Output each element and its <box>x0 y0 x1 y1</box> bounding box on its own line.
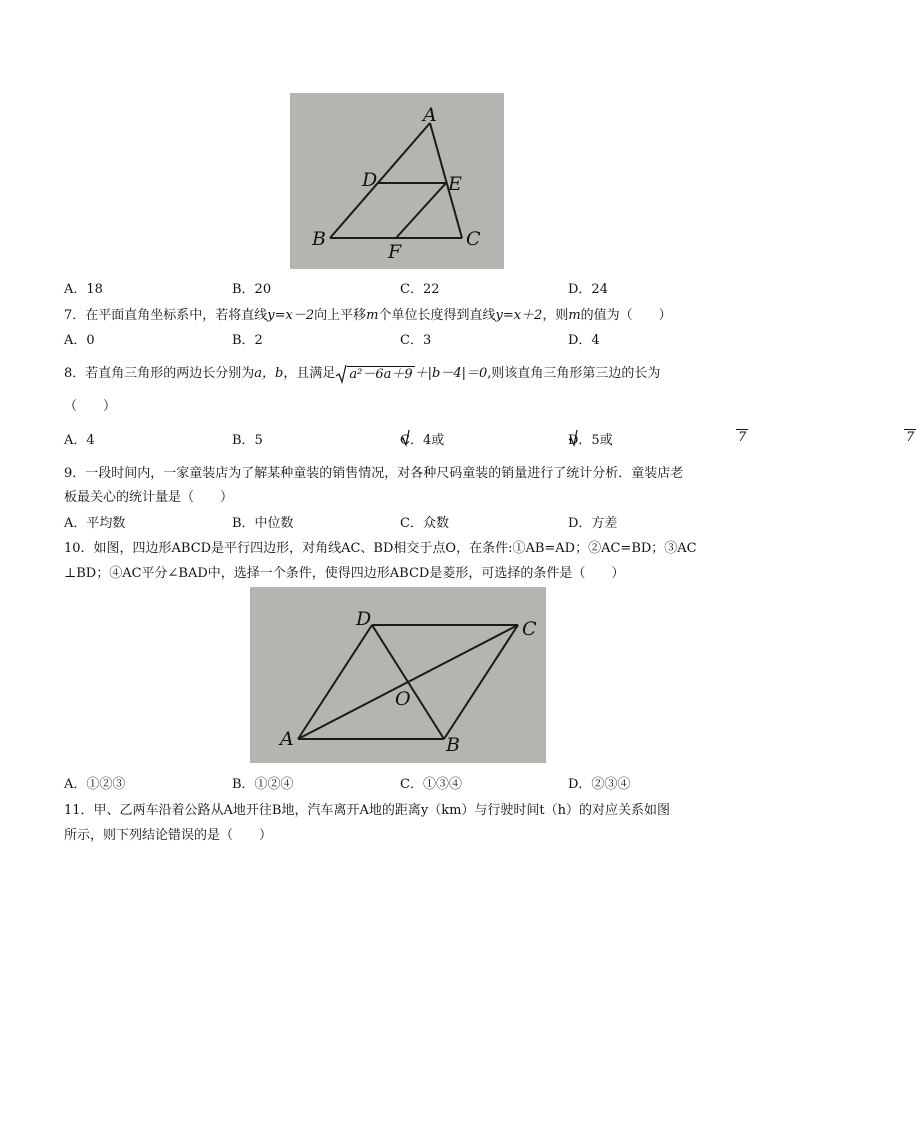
q8-stem <box>64 362 660 384</box>
q10-option-c[interactable]: C．①③④ <box>400 777 462 792</box>
q8-abs-part: ＋|b－4|＝0 <box>414 366 488 381</box>
parallelogram-diagram <box>250 587 546 763</box>
label-d: D <box>362 169 378 191</box>
q7-option-b[interactable]: B．2 <box>232 333 263 348</box>
side-ad <box>298 625 372 739</box>
q10-option-b[interactable]: B．①②④ <box>232 777 294 792</box>
q6-option-b[interactable]: B．20 <box>232 282 272 297</box>
q8-text-a: 8．若直角三角形的两边长分别为 <box>64 366 255 381</box>
q7-var-m2: m <box>568 308 581 323</box>
q9-option-c[interactable]: C．众数 <box>400 516 449 531</box>
radical-sign-icon <box>335 364 347 384</box>
q7-option-d[interactable]: D．4 <box>568 333 600 348</box>
label-b: B <box>446 734 460 756</box>
q6-option-d[interactable]: D．24 <box>568 282 608 297</box>
q8-option-d-radicand: 7 <box>906 430 915 445</box>
q10-options <box>64 773 744 793</box>
diagonal-bd <box>372 625 444 739</box>
q8-radicand: a²－6a＋9 <box>349 366 413 382</box>
label-f: F <box>388 241 402 263</box>
q6-option-c[interactable]: C．22 <box>400 282 440 297</box>
label-a: A <box>423 104 437 126</box>
triangle-diagram <box>290 93 504 269</box>
q7-stem <box>64 304 672 323</box>
q7-options <box>64 329 744 349</box>
q8-radical <box>335 363 414 385</box>
q8-text-c: ,则该直角三角形第三边的长为 <box>487 366 661 381</box>
q9-options <box>64 512 744 532</box>
q7-option-c[interactable]: C．3 <box>400 333 432 348</box>
q6-option-a[interactable]: A．18 <box>64 282 103 297</box>
label-o: O <box>395 688 411 710</box>
q8-option-d-text: D．5或 <box>568 433 613 448</box>
q10-option-d[interactable]: D．②③④ <box>568 777 631 792</box>
q7-text-e: 的值为（ ） <box>580 308 672 323</box>
q10-line-2: ⊥BD；④AC平分∠BAD中，选择一个条件，使得四边形ABCD是菱形，可选择的条件是（ ） <box>64 566 625 581</box>
q7-text-a: 7．在平面直角坐标系中，若将直线 <box>64 308 268 323</box>
q8-vars: a，b <box>254 366 284 381</box>
q8-option-c-text: C．4或 <box>400 433 445 448</box>
segment-ef <box>396 183 446 238</box>
q7-var-m: m <box>366 308 379 323</box>
label-c: C <box>466 228 481 250</box>
q10-option-a[interactable]: A．①②③ <box>64 777 126 792</box>
side-ab <box>330 123 430 238</box>
q8-text-b: ，且满足 <box>283 366 336 381</box>
label-b: B <box>312 228 326 250</box>
q7-text-d: ，则 <box>542 308 569 323</box>
q8-option-c-radicand: 7 <box>738 430 747 445</box>
q8-option-a[interactable]: A．4 <box>64 433 95 448</box>
q8-option-d[interactable] <box>568 429 915 448</box>
label-e: E <box>448 173 462 195</box>
q7-text-b: 向上平移 <box>314 308 367 323</box>
q7-text-c: 个单位长度得到直线 <box>378 308 496 323</box>
q11-line-1: 11．甲、乙两车沿着公路从A地开往B地，汽车离开A地的距离y（km）与行驶时间t（h）的对应关系如图 <box>64 803 671 818</box>
q10-line-1: 10．如图，四边形ABCD是平行四边形，对角线AC、BD相交于点O，在条件:①AB=AD；②AC=BD；③AC <box>64 541 697 556</box>
q11-line-2: 所示，则下列结论错误的是（ ） <box>64 828 273 843</box>
q6-options <box>64 278 744 298</box>
q9-option-b[interactable]: B．中位数 <box>232 516 294 531</box>
q8-options <box>64 429 915 449</box>
parallelogram-figure <box>250 587 546 763</box>
label-c: C <box>522 618 537 640</box>
q9-option-a[interactable]: A．平均数 <box>64 516 126 531</box>
q9-option-d[interactable]: D．方差 <box>568 516 618 531</box>
q9-line-2: 板最关心的统计量是（ ） <box>64 490 234 505</box>
q7-option-a[interactable]: A．0 <box>64 333 95 348</box>
side-bc <box>444 625 518 739</box>
triangle-figure <box>290 93 504 269</box>
label-a: A <box>280 728 294 750</box>
q8-option-b[interactable]: B．5 <box>232 433 263 448</box>
q7-eq2: y=x＋2 <box>495 308 543 323</box>
label-d: D <box>356 608 372 630</box>
q8-paren: （ ） <box>64 399 117 414</box>
q7-eq1: y=x－2 <box>267 308 315 323</box>
q9-line-1: 9．一段时间内，一家童装店为了解某种童装的销售情况，对各种尺码童装的销量进行了统计分析．童装店老 <box>64 466 684 481</box>
